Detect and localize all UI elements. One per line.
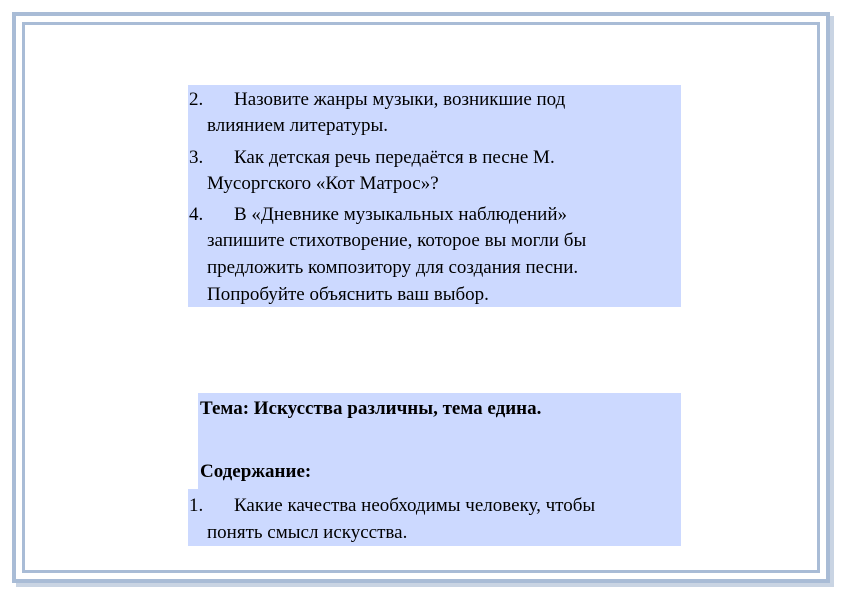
item-text-line: предложить композитору для создания песни. <box>207 257 579 278</box>
item-number: 4. <box>189 204 204 225</box>
item-number: 3. <box>189 147 204 168</box>
item-text-line: запишите стихотворение, которое вы могли бы <box>207 230 587 251</box>
content-heading: Содержание: <box>200 461 312 482</box>
item-text-line: влиянием литературы. <box>207 115 389 136</box>
frame-shadow-bottom <box>16 583 834 587</box>
item-text-line: В «Дневнике музыкальных наблюдений» <box>234 204 568 225</box>
item-text-line: Назовите жанры музыки, возникшие под <box>234 89 566 110</box>
item-text-line: понять смысл искусства. <box>207 522 408 543</box>
item-text-line: Мусоргского «Кот Матрос»? <box>207 173 439 194</box>
frame-shadow-right <box>830 16 834 587</box>
item-number: 2. <box>189 89 204 110</box>
item-text-line: Как детская речь передаётся в песне М. <box>234 147 555 168</box>
box-left-gap <box>188 393 198 489</box>
theme-box <box>188 393 681 546</box>
theme-title: Тема: Искусства различны, тема едина. <box>200 398 542 419</box>
item-text-line: Какие качества необходимы человеку, чтобы <box>234 495 596 516</box>
item-text-line: Попробуйте объяснить ваш выбор. <box>207 284 489 305</box>
item-number: 1. <box>189 495 204 516</box>
questions-box <box>188 85 681 307</box>
